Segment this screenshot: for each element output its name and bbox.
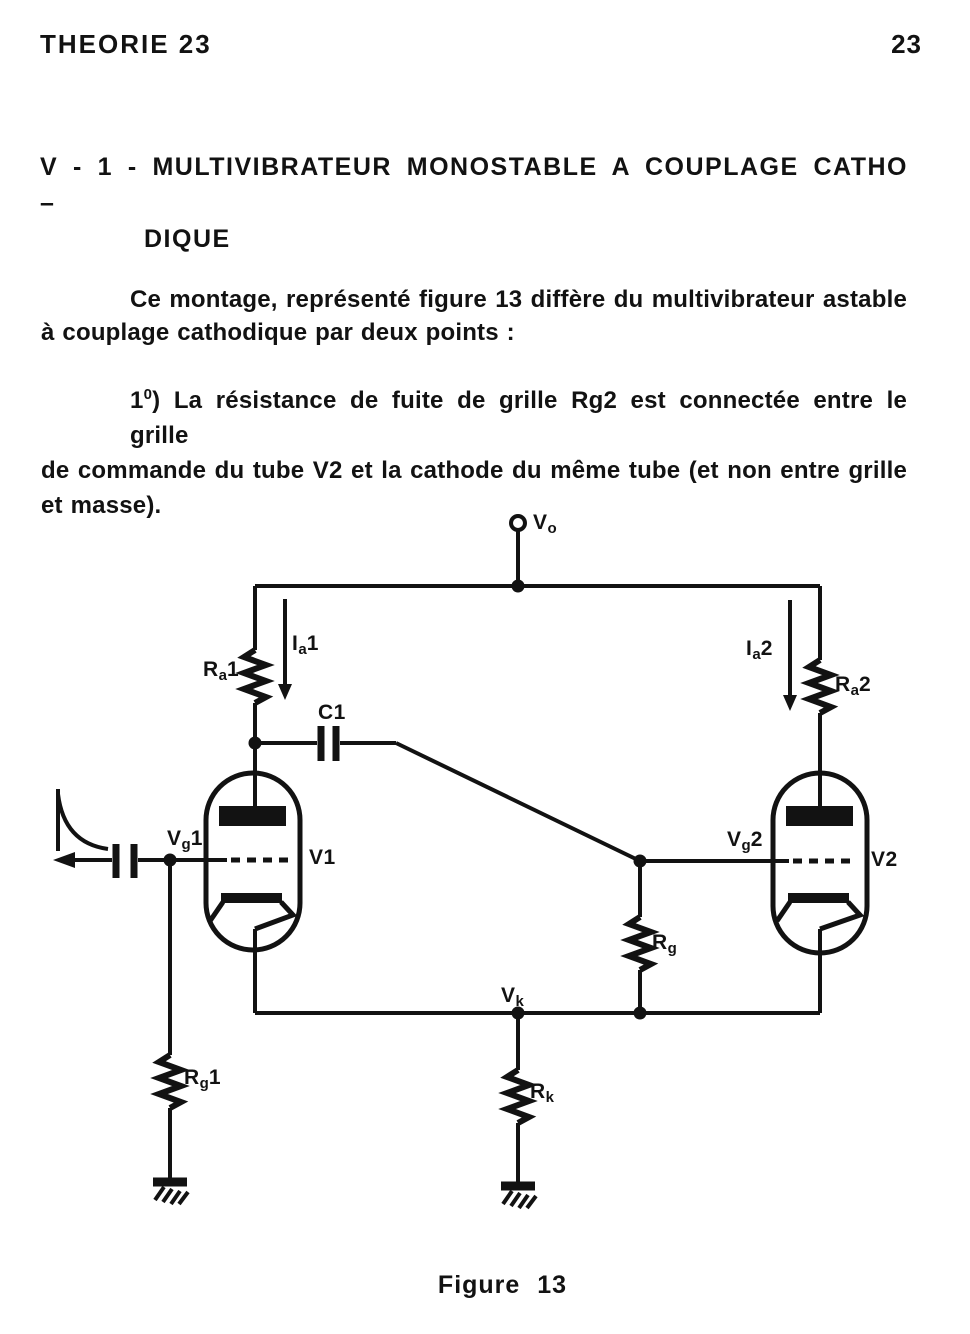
- grid-leak-branch-rg1: [153, 860, 188, 1204]
- arrow-down-icon: [278, 684, 292, 700]
- item-number: 1: [130, 387, 144, 414]
- label-vk: $V_k$: [501, 984, 524, 1010]
- coupling-capacitor-c1: [255, 726, 640, 861]
- arrow-down-icon: [783, 695, 797, 711]
- label-ra1: $R_a1$: [203, 658, 240, 684]
- vacuum-tube-v2: [640, 773, 867, 1013]
- paragraph-2-line1-text: ) La résistance de fuite de grille Rg2 est connectée entre le grille: [130, 387, 907, 449]
- ground-symbol-icon: [153, 1182, 188, 1204]
- label-ia1: $I_a1$: [292, 632, 319, 658]
- vacuum-tube-v1: [206, 773, 300, 1013]
- anode-plate-icon: [786, 806, 853, 826]
- label-rg: $R_g$: [652, 931, 677, 957]
- item-number-superscript: 0: [143, 386, 153, 403]
- paragraph-1-line1: Ce montage, représenté figure 13 diffère du multivibrateur astable: [130, 286, 907, 313]
- resistor-ra2: [809, 660, 831, 713]
- figure-caption: Figure 13: [437, 1271, 568, 1299]
- resistor-rg1: [159, 1055, 181, 1108]
- resistor-rk: [507, 1070, 529, 1123]
- label-v2: V2: [871, 848, 898, 871]
- label-vg1: $V_g1$: [167, 827, 203, 853]
- current-arrow-ia1: [278, 599, 292, 700]
- grid-leak-branch-rg: [629, 855, 651, 1020]
- section-heading-line2: DIQUE: [144, 225, 231, 253]
- section-heading-line1: V - 1 - MULTIVIBRATEUR MONOSTABLE A COUPLAGE CATHO –: [40, 153, 908, 217]
- paragraph-2-line2: de commande du tube V2 et la cathode du même tube (et non entre grille: [41, 457, 907, 484]
- paragraph-1-line2: à couplage cathodique par deux points :: [41, 319, 515, 346]
- label-vo: $V_o$: [533, 511, 557, 537]
- label-v1: V1: [309, 846, 336, 869]
- paragraph-2-line3: et masse).: [41, 492, 162, 519]
- input-pulse-decay-icon: [58, 794, 108, 849]
- current-arrow-ia2: [783, 600, 797, 711]
- coupling-wire-diagonal: [396, 743, 640, 861]
- label-rg1: $R_g1$: [184, 1066, 222, 1092]
- vo-terminal-icon: [511, 516, 525, 530]
- resistor-ra1: [244, 650, 266, 703]
- label-ra2: $R_a2$: [835, 673, 872, 699]
- label-vg2: $V_g2$: [727, 828, 763, 854]
- label-c1: C1: [318, 701, 346, 724]
- page-number: 23: [891, 29, 922, 59]
- ground-symbol-icon: [501, 1186, 536, 1208]
- anode-plate-icon: [219, 806, 286, 826]
- running-title: THEORIE 23: [40, 29, 212, 59]
- label-ia2: $I_a2$: [746, 637, 773, 663]
- cathode-branch-rk: [501, 1007, 536, 1209]
- label-rk: $R_k$: [530, 1080, 555, 1106]
- resistor-rg: [629, 917, 651, 970]
